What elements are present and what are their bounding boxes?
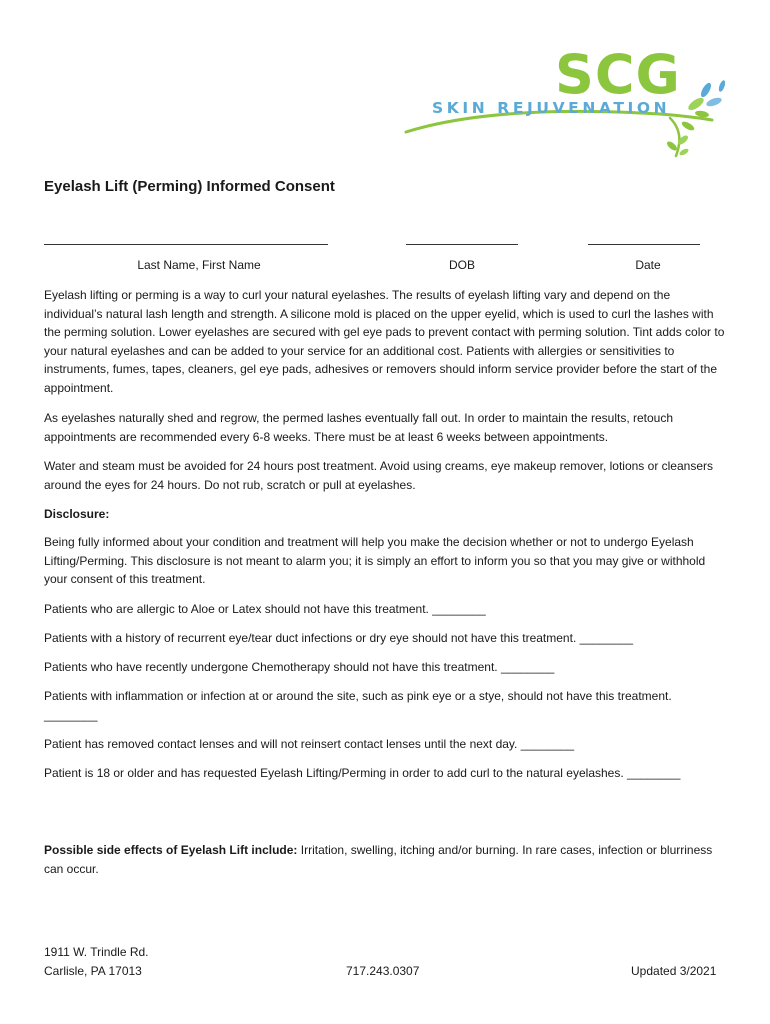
dob-label: DOB bbox=[448, 258, 475, 272]
side-effects-text: Irritation, swelling, itching and/or burning. In rare cases, infection or blurriness can occur. bbox=[44, 843, 713, 876]
intro-paragraph: Eyelash lifting or perming is a way to curl your natural eyelashes. The results of eyelash lifting vary and depend on the individual’s natural lash length and strength. A silicone mold is placed on the upper eyelid, which is used to curl the lashes with the perming solution. Lower eyelashes are secured with gel eye pads to prevent contact with perming solution. Tint adds color to your natural eyelashes and can be added to your service for an additional cost. Patients with allergies or sensitivities to instruments, fumes, tapes, cleaners, gel eye pads, adhesives or removers should inform service provider before the start of the appointment. bbox=[44, 288, 725, 395]
statement-inflammation: Patients with inflammation or infection at or around the site, such as pink eye or a stye, should not have this treatment. ________ bbox=[44, 689, 672, 722]
scg-logo bbox=[400, 43, 730, 166]
side-effects-label: Possible side effects of Eyelash Lift include: bbox=[44, 843, 298, 857]
logo-brand: SCG bbox=[555, 43, 681, 106]
statement-chemotherapy: Patients who have recently undergone Chemotherapy should not have this treatment. ________ bbox=[44, 660, 555, 674]
aftercare-paragraph: Water and steam must be avoided for 24 hours post treatment. Avoid using creams, eye makeup remover, lotions or cleansers around the eyes for 24 hours. Do not rub, scratch or pull at eyelashes. bbox=[44, 459, 713, 492]
footer-address bbox=[44, 943, 149, 981]
logo-tagline: SKIN REJUVENATION bbox=[432, 99, 671, 117]
side-effects-paragraph bbox=[44, 841, 728, 878]
footer-updated: Updated 3/2021 bbox=[631, 964, 717, 978]
disclosure-paragraph: Being fully informed about your condition and treatment will help you make the decision whether or not to undergo Eyelash Lifting/Perming. This disclosure is not meant to alarm you; it is simply an effort to inform you so that you may give or withhold your consent of this treatment. bbox=[44, 535, 706, 586]
statement-aloe-latex: Patients who are allergic to Aloe or Latex should not have this treatment. ________ bbox=[44, 602, 486, 616]
footer-phone: 717.243.0307 bbox=[346, 964, 420, 978]
dob-input-line[interactable] bbox=[406, 244, 518, 245]
date-label: Date bbox=[635, 258, 661, 272]
statement-eye-infections: Patients with a history of recurrent eye/tear duct infections or dry eye should not have this treatment. ________ bbox=[44, 631, 633, 645]
form-title: Eyelash Lift (Perming) Informed Consent bbox=[44, 178, 335, 195]
address-line-1: 1911 W. Trindle Rd. bbox=[44, 945, 149, 959]
address-line-2: Carlisle, PA 17013 bbox=[44, 964, 142, 978]
name-label: Last Name, First Name bbox=[137, 258, 261, 272]
regrowth-paragraph: As eyelashes naturally shed and regrow, the permed lashes eventually fall out. In order to maintain the results, retouch appointments are recommended every 6-8 weeks. There must be at least 6 weeks between appointments. bbox=[44, 411, 674, 444]
name-input-line[interactable] bbox=[44, 244, 328, 245]
statement-contact-lenses: Patient has removed contact lenses and will not reinsert contact lenses until the next day. ________ bbox=[44, 737, 575, 751]
disclosure-heading: Disclosure: bbox=[44, 507, 110, 521]
date-input-line[interactable] bbox=[588, 244, 700, 245]
statement-age-request: Patient is 18 or older and has requested Eyelash Lifting/Perming in order to add curl to the natural eyelashes. ________ bbox=[44, 766, 681, 780]
